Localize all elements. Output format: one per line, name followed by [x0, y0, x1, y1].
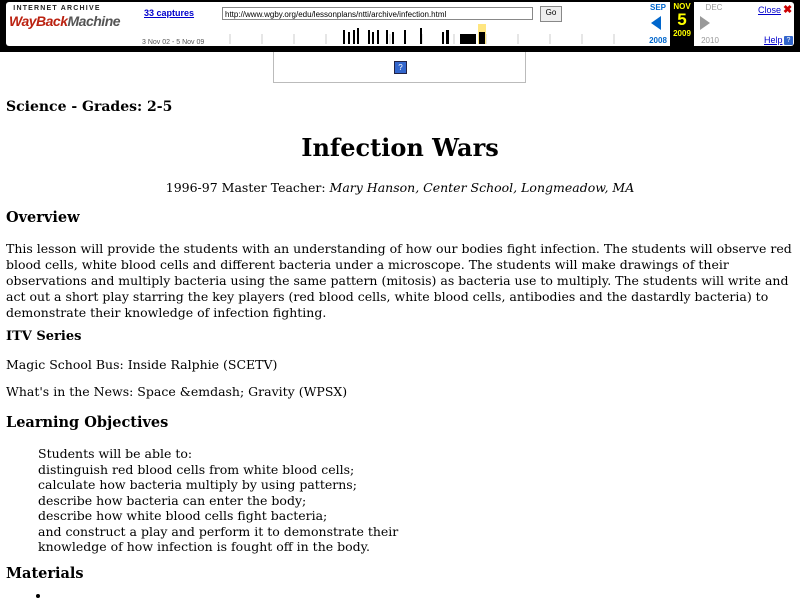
page-title: Infection Wars — [301, 133, 499, 162]
objective-line: describe how white blood cells fight bacteria; — [38, 508, 328, 523]
learning-objectives-heading: Learning Objectives — [6, 414, 169, 431]
broken-image-icon: ? — [394, 61, 407, 74]
objectives-list — [38, 446, 398, 555]
next-capture-arrow-icon — [700, 16, 710, 30]
wayback-toolbar-panel — [6, 2, 794, 46]
itv-series-item: What's in the News: Space &emdash; Gravity (WPSX) — [6, 384, 348, 399]
master-teacher-line — [0, 180, 800, 195]
prev-year-link[interactable]: 2008 — [649, 36, 667, 45]
wayback-logo-main — [9, 13, 121, 29]
current-year: 2009 — [673, 29, 691, 38]
help-icon[interactable]: ? — [784, 36, 793, 45]
grade-heading: Science - Grades: 2-5 — [6, 99, 173, 115]
help-link[interactable]: Help — [764, 35, 783, 45]
itv-series-item: Magic School Bus: Inside Ralphie (SCETV) — [6, 357, 278, 372]
overview-text: This lesson will provide the students with an understanding of how our bodies fight infection. The students will observe red blood cells, white blood cells and different bacteria under a microscope. The students will make drawings of their observations and multiply bacteria using the same pattern (mitosis) as bacteria use to multiply. The students will write and act out a short play starring the key players (red blood cells, white blood cells, antibodies and the dastardly bacteria) to demonstrate their knowledge of infection fighting. — [6, 241, 792, 320]
captures-link[interactable]: 33 captures — [144, 8, 195, 18]
list-bullet-icon — [36, 594, 40, 598]
captures-date-range: 3 Nov 02 - 5 Nov 09 — [142, 39, 205, 46]
materials-heading: Materials — [6, 565, 84, 582]
wayback-logo[interactable] — [9, 5, 121, 41]
objective-line: distinguish red blood cells from white blood cells; — [38, 461, 355, 477]
objective-line: calculate how bacteria multiply by using patterns; — [38, 477, 357, 492]
itv-series-heading: ITV Series — [6, 329, 82, 344]
close-icon[interactable]: ✖ — [783, 4, 793, 16]
objective-line: Students will be able to: — [38, 446, 193, 461]
current-month: NOV — [673, 2, 691, 11]
prev-month-label: SEP — [649, 3, 666, 12]
logo-word-machine: Machine — [67, 13, 121, 29]
current-day: 5 — [677, 10, 687, 29]
url-input[interactable]: http://www.wgby.org/edu/lessonplans/ntti/archive/infection.html — [222, 7, 533, 20]
prev-capture-arrow-icon[interactable] — [651, 16, 661, 30]
teacher-name: Mary Hanson, Center School, Longmeadow, MA — [329, 180, 635, 195]
teacher-prefix: 1996-97 Master Teacher: — [165, 180, 330, 195]
objective-line: describe how bacteria can enter the body; — [38, 492, 307, 508]
logo-word-wayback: WayBack — [9, 13, 68, 29]
wayback-logo-top: INTERNET ARCHIVE — [13, 5, 101, 12]
go-button[interactable]: Go — [540, 6, 562, 22]
objective-line: and construct a play and perform it to demonstrate their — [38, 523, 399, 539]
current-capture-date — [670, 2, 694, 46]
wayback-toolbar — [0, 0, 800, 52]
close-link[interactable]: Close — [758, 5, 782, 15]
next-year-label: 2010 — [701, 36, 719, 45]
next-month-label: DEC — [705, 3, 723, 12]
capture-sparkline[interactable] — [222, 24, 640, 44]
objective-line: knowledge of how infection is fought off in the body. — [38, 539, 371, 554]
overview-heading: Overview — [6, 209, 80, 226]
